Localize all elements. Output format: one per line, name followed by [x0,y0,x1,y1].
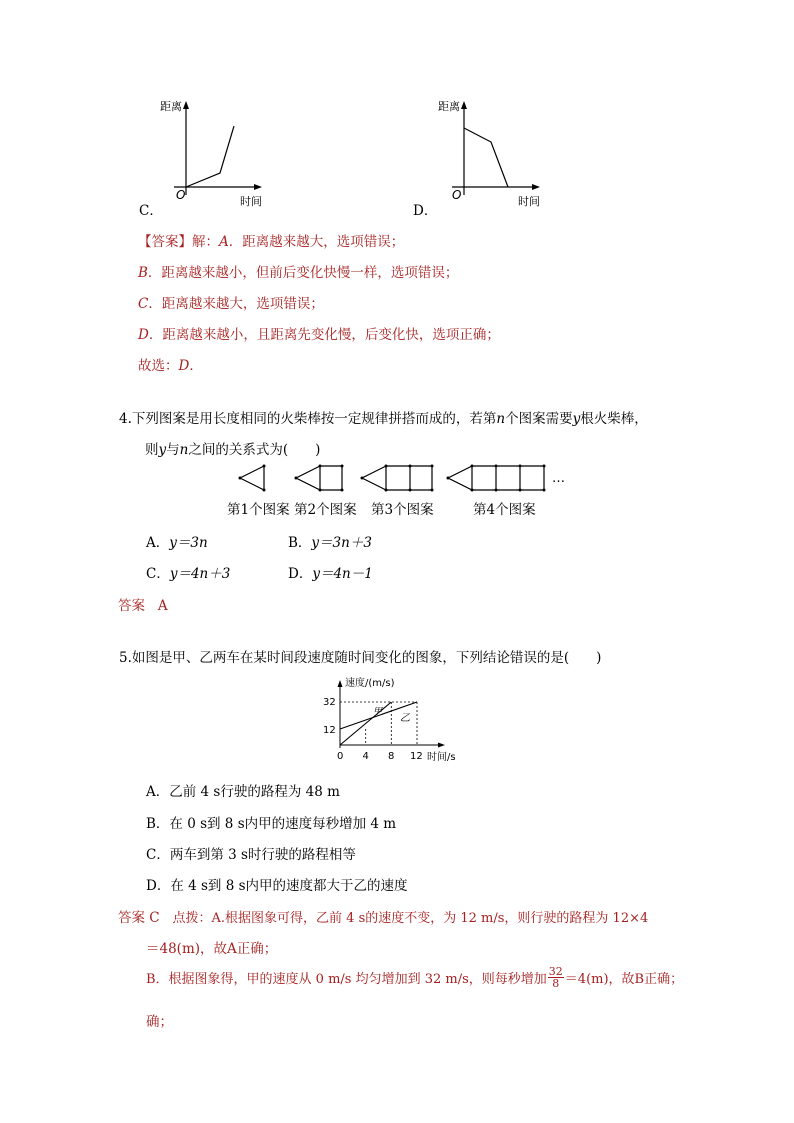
q4-stem-part: 根火柴棒， [580,411,648,427]
graph-d-y-arrow [461,101,467,109]
q3-answer-line-a [138,230,404,250]
graph-d-ylabel: 距离 [438,100,460,113]
graph-c-y-arrow [183,101,189,109]
q3-answer-line-c [138,292,324,312]
q5-xlabel: 时间/s [427,752,456,763]
q4-answer [118,594,168,614]
graph-c-line [186,126,234,187]
answer-value: C [149,910,160,926]
q4-var-y: y [572,411,581,427]
q5-xtick-0: 0 [337,751,344,762]
pattern-3 [362,466,432,490]
option-letter: A． [146,535,170,551]
pattern-label-4: 第4个图案 [473,502,536,518]
q5-stem: 5.如图是甲、乙两车在某时间段速度随时间变化的图象，下列结论错误的是( ) [119,650,602,666]
q4-stem-line2 [145,438,320,458]
q5-xtick-12: 12 [410,751,423,762]
pattern-label-2: 第2个图案 [294,502,357,518]
option-expr: y＝4n＋3 [169,566,231,582]
conclusion-letter: D [178,358,190,374]
answer-label: 答案 [118,598,145,614]
fraction-numerator: 32 [548,965,563,978]
fraction-denominator: 8 [552,977,560,990]
q5-hint-b-line2: 确； [146,1014,173,1030]
option-letter: C． [146,566,170,582]
option-expr: y＝3n [169,535,208,551]
q5-option-d: D．在 4 s到 8 s内甲的速度都大于乙的速度 [146,878,408,894]
graph-c-origin: O [176,188,186,202]
q4-option-c [146,562,230,582]
graph-d-x-arrow [532,184,540,190]
q4-stem-line1 [119,407,648,427]
q5-ytick-12: 12 [323,725,336,736]
graph-d-origin: O [452,188,462,202]
conclusion-suffix: ． [189,358,203,374]
q4-option-d [288,562,373,582]
q4-stem-part: 4.下列图案是用长度相同的火柴棒按一定规律拼搭而成的，若第 [119,411,497,427]
answer-letter-c: C [138,296,149,312]
graph-c-ylabel: 距离 [160,100,182,113]
graph-d-xlabel: 时间 [518,195,540,208]
answer-text-b: ．距离越来越小，但前后变化快慢一样，选项错误； [147,265,459,281]
pattern-2 [296,466,342,490]
hint-text: B．根据图象得，甲的速度从 0 m/s 均匀增加到 32 m/s，则每秒增加 [146,972,547,987]
q4-stem-part: 之间的关系式为( ) [188,442,321,458]
q3-answer-line-b [138,261,458,281]
q5-ytick-32: 32 [323,697,336,708]
answer-letter-d: D [138,327,149,343]
pattern-ellipsis: … [552,471,565,486]
graph-d-line [464,128,508,187]
matchstick-patterns [230,462,580,496]
q5-option-b: B．在 0 s到 8 s内甲的速度每秒增加 4 m [146,816,397,832]
q3-answer-line-d [138,323,500,343]
graph-c-option: C． [139,203,163,219]
q5-x-arrow [438,743,445,748]
q5-option-c: C．两车到第 3 s时行驶的路程相等 [146,847,356,863]
graph-d [398,95,558,215]
option-expr: y＝4n－1 [312,566,373,582]
q4-stem-part: 个图案需要 [505,411,573,427]
q5-xtick-8: 8 [388,751,395,762]
q5-option-a: A．乙前 4 s行驶的路程为 48 m [146,784,340,800]
option-letter: D． [288,566,313,582]
answer-intro: 解： [192,234,219,250]
conclusion-prefix: 故选： [138,358,179,374]
graph-c-x-arrow [254,184,262,190]
q3-conclusion [138,354,203,374]
answer-text-c: ．距离越来越大，选项错误； [148,296,324,312]
answer-text-a: ．距离越来越大，选项错误； [228,234,405,250]
answer-label: 答案 [118,910,145,926]
q5-velocity-chart [315,672,475,768]
answer-tag: 【答案】 [138,234,192,250]
q5-ylabel: 速度/(m/s) [345,678,395,689]
q5-answer-line1 [118,906,648,926]
hint-text: ＝4(m)，故B正确； [564,972,684,987]
graph-c-xlabel: 时间 [240,195,262,208]
answer-value: A [157,598,168,614]
answer-letter-b: B [138,265,148,281]
q5-xtick-4: 4 [362,751,369,762]
option-expr: y＝3n＋3 [311,535,372,551]
q5-hint-b [146,966,683,989]
q5-label-jia: 甲 [373,707,383,717]
q5-answer-line2: ＝48(m)，故A正确； [146,941,278,957]
q4-stem-part: 与 [166,442,180,458]
answer-text-d: ．距离越来越小，且距离先变化慢，后变化快，选项正确； [148,327,500,343]
fraction [548,966,564,989]
q5-label-yi: 乙 [400,713,410,724]
pattern-label-3: 第3个图案 [371,502,434,518]
q4-var-n: n [179,442,189,458]
graph-c [120,95,280,215]
q4-stem-part: 则 [145,442,159,458]
q4-option-a [146,531,208,551]
q5-y-arrow [338,680,343,687]
graph-d-option: D． [413,203,438,219]
q4-var-n: n [496,411,506,427]
pattern-label-1: 第1个图案 [227,502,290,518]
q4-var-y: y [158,442,167,458]
answer-letter-a: A [219,234,229,250]
option-letter: B． [288,535,312,551]
q4-option-b [288,531,372,551]
hint-text: 点拨：A.根据图象可得，乙前 4 s的速度不变，为 12 m/s，则行驶的路程为 12×4 [172,911,649,926]
pattern-1 [240,466,264,490]
